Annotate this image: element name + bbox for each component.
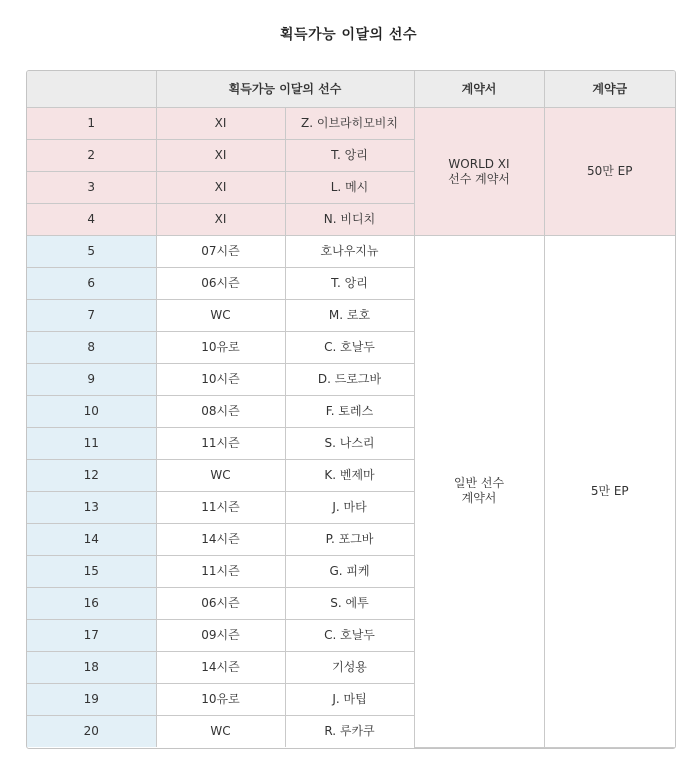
player-season: 10유로 (156, 684, 285, 716)
row-number: 20 (27, 716, 156, 748)
player-name: 기성용 (285, 652, 414, 684)
row-number: 5 (27, 236, 156, 268)
contract-price: 5만 EP (544, 236, 675, 748)
row-number: 1 (27, 108, 156, 140)
player-season: XI (156, 108, 285, 140)
player-name: 호나우지뉴 (285, 236, 414, 268)
player-table (27, 71, 675, 748)
player-name: C. 호날두 (285, 332, 414, 364)
player-season: XI (156, 140, 285, 172)
contract-type: 일반 선수 계약서 (414, 236, 544, 748)
player-season: 06시즌 (156, 588, 285, 620)
row-number: 17 (27, 620, 156, 652)
player-season: 14시즌 (156, 652, 285, 684)
player-season: XI (156, 172, 285, 204)
row-number: 18 (27, 652, 156, 684)
player-season: 07시즌 (156, 236, 285, 268)
header-price: 계약금 (544, 71, 675, 108)
row-number: 7 (27, 300, 156, 332)
row-number: 11 (27, 428, 156, 460)
player-name: J. 마팁 (285, 684, 414, 716)
player-name: S. 에투 (285, 588, 414, 620)
player-season: WC (156, 716, 285, 748)
player-table-container (26, 70, 676, 749)
table-header-row (27, 71, 675, 108)
player-season: XI (156, 204, 285, 236)
header-no (27, 71, 156, 108)
player-season: 11시즌 (156, 492, 285, 524)
player-season: 10유로 (156, 332, 285, 364)
row-number: 13 (27, 492, 156, 524)
player-season: 11시즌 (156, 428, 285, 460)
row-number: 12 (27, 460, 156, 492)
header-contract: 계약서 (414, 71, 544, 108)
player-name: S. 나스리 (285, 428, 414, 460)
player-name: G. 피케 (285, 556, 414, 588)
row-number: 15 (27, 556, 156, 588)
player-season: 10시즌 (156, 364, 285, 396)
player-name: R. 루카쿠 (285, 716, 414, 748)
contract-type: WORLD XI 선수 계약서 (414, 108, 544, 236)
row-number: 16 (27, 588, 156, 620)
contract-price: 50만 EP (544, 108, 675, 236)
table-row (27, 108, 675, 140)
row-number: 10 (27, 396, 156, 428)
player-season: 11시즌 (156, 556, 285, 588)
row-number: 4 (27, 204, 156, 236)
player-name: D. 드로그바 (285, 364, 414, 396)
player-name: F. 토레스 (285, 396, 414, 428)
header-player: 획득가능 이달의 선수 (156, 71, 414, 108)
row-number: 14 (27, 524, 156, 556)
player-name: T. 앙리 (285, 268, 414, 300)
player-season: WC (156, 460, 285, 492)
table-body (27, 108, 675, 748)
player-season: 08시즌 (156, 396, 285, 428)
player-season: 06시즌 (156, 268, 285, 300)
player-name: K. 벤제마 (285, 460, 414, 492)
player-season: WC (156, 300, 285, 332)
player-name: L. 메시 (285, 172, 414, 204)
player-name: T. 앙리 (285, 140, 414, 172)
player-name: Z. 이브라히모비치 (285, 108, 414, 140)
player-name: P. 포그바 (285, 524, 414, 556)
row-number: 3 (27, 172, 156, 204)
page-title: 획득가능 이달의 선수 (280, 27, 417, 43)
player-name: J. 마타 (285, 492, 414, 524)
row-number: 2 (27, 140, 156, 172)
player-name: C. 호날두 (285, 620, 414, 652)
player-name: N. 비디치 (285, 204, 414, 236)
row-number: 9 (27, 364, 156, 396)
player-name: M. 로호 (285, 300, 414, 332)
player-season: 09시즌 (156, 620, 285, 652)
row-number: 8 (27, 332, 156, 364)
player-season: 14시즌 (156, 524, 285, 556)
row-number: 19 (27, 684, 156, 716)
table-row (27, 236, 675, 268)
row-number: 6 (27, 268, 156, 300)
